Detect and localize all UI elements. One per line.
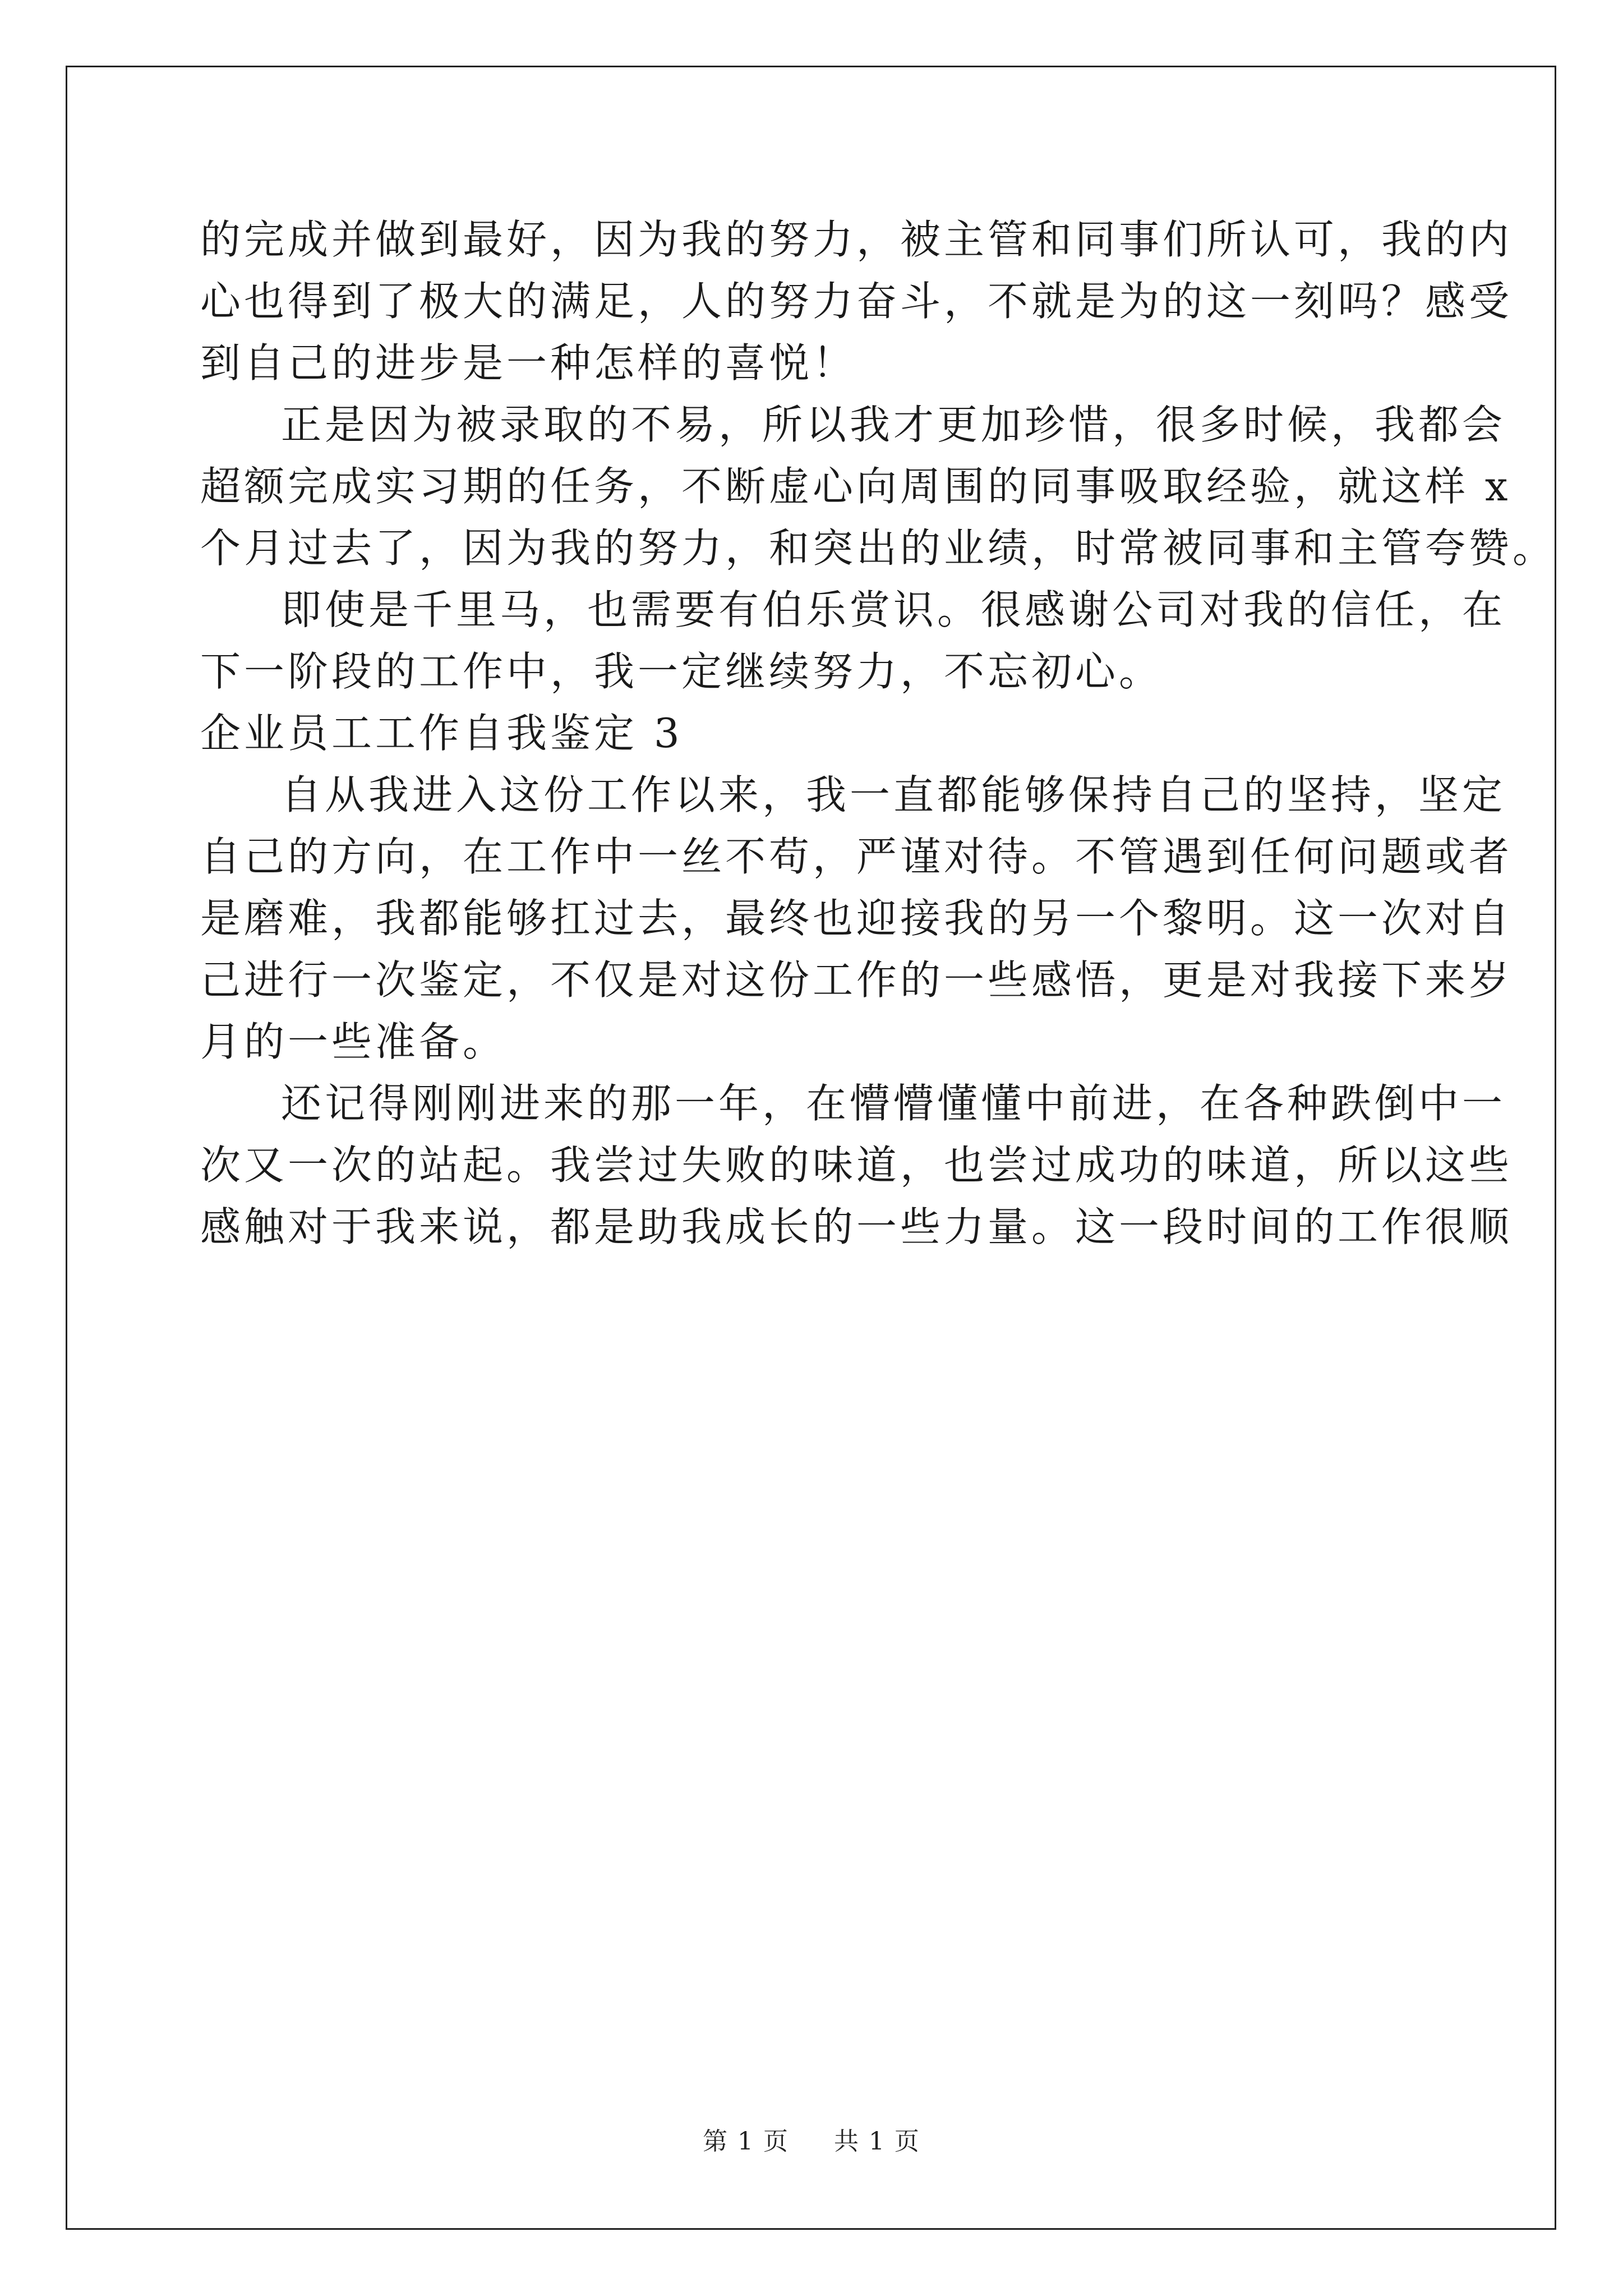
paragraph-line: 的完成并做到最好，因为我的努力，被主管和同事们所认可，我的内 [200, 216, 1513, 263]
paragraph-line: 是磨难，我都能够扛过去，最终也迎接我的另一个黎明。这一次对自 [200, 895, 1513, 942]
paragraph-line: 下一阶段的工作中，我一定继续努力，不忘初心。 [200, 648, 1163, 695]
paragraph-line: 自从我进入这份工作以来，我一直都能够保持自己的坚持，坚定 [281, 771, 1506, 818]
page-total: 共 1 页 [833, 2127, 920, 2156]
paragraph-line: 次又一次的站起。我尝过失败的味道，也尝过成功的味道，所以这些 [200, 1142, 1513, 1189]
paragraph-line: 自己的方向，在工作中一丝不苟，严谨对待。不管遇到任何问题或者 [200, 833, 1513, 880]
paragraph-line: 心也得到了极大的满足，人的努力奋斗，不就是为的这一刻吗？感受 [200, 278, 1513, 325]
paragraph-line: 还记得刚刚进来的那一年，在懵懵懂懂中前进，在各种跌倒中一 [281, 1080, 1506, 1127]
page-number: 第 1 页 [703, 2127, 790, 2156]
paragraph-line: 感触对于我来说，都是助我成长的一些力量。这一段时间的工作很顺 [200, 1203, 1513, 1250]
page-footer [0, 2125, 1623, 2159]
paragraph-line: 己进行一次鉴定，不仅是对这份工作的一些感悟，更是对我接下来岁 [200, 956, 1513, 1004]
paragraph-line: 正是因为被录取的不易，所以我才更加珍惜，很多时候，我都会 [281, 401, 1506, 448]
paragraph-line: 即使是千里马，也需要有伯乐赏识。很感谢公司对我的信任，在 [281, 586, 1506, 633]
section-heading: 企业员工工作自我鉴定 3 [200, 710, 683, 757]
paragraph-line: 月的一些准备。 [200, 1018, 507, 1065]
paragraph-line: 个月过去了，因为我的努力，和突出的业绩，时常被同事和主管夸赞。 [200, 524, 1557, 572]
document-body [200, 209, 1557, 1258]
paragraph-line: 超额完成实习期的任务，不断虚心向周围的同事吸取经验，就这样 x [200, 463, 1511, 510]
paragraph-line: 到自己的进步是一种怎样的喜悦！ [200, 339, 857, 386]
